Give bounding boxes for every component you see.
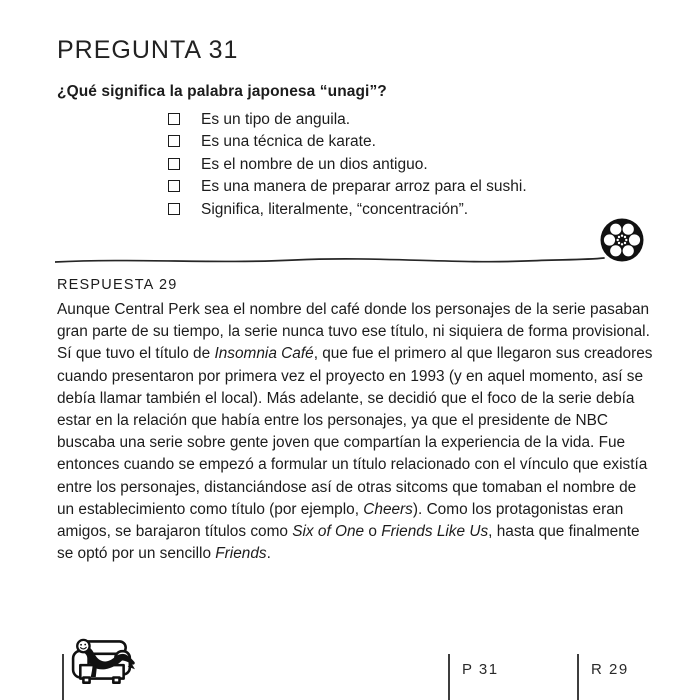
question-text: ¿Qué significa la palabra japonesa “unagi”? bbox=[57, 83, 387, 100]
question-number-heading: PREGUNTA 31 bbox=[57, 36, 239, 64]
option-label: Es el nombre de un dios antiguo. bbox=[201, 155, 428, 173]
options-list bbox=[168, 110, 527, 222]
answer-paragraph: Aunque Central Perk sea el nombre del café donde los personajes de la serie pasaban gran parte de su tiempo, la serie nunca tuvo ese título, ni siquiera de forma provisional. Sí que tuvo el título de Insomnia Café, que fue el primero al que llegaron sus creadores cuando presentaron por primera vez el proyecto en 1993 (y en aquel momento, así se debía llamar también el local). Más adelante, se decidió que el foco de la serie debía estar en la relación que había entre los personajes, ya que el presidente de NBC buscaba una serie sobre gente joven que compartían la experiencia de la vida. Fue entonces cuando se empezó a formular un título relacionado con el vínculo que existía entre los personajes, distanciándose así de otras sitcoms que tomaban el nombre de un establecimiento como título (por ejemplo, Cheers). Como los protagonistas eran amigos, se barajaron títulos como Six of One o Friends Like Us, hasta que finalmente se optó por un sencillo Friends. bbox=[57, 301, 653, 563]
footer-page-rule bbox=[448, 654, 450, 700]
answer-number-heading: RESPUESTA 29 bbox=[57, 277, 178, 293]
checkbox-empty-icon[interactable] bbox=[168, 180, 180, 192]
checkbox-empty-icon[interactable] bbox=[168, 203, 180, 215]
option-row bbox=[168, 132, 527, 154]
film-strip-line-path bbox=[55, 258, 604, 262]
footer-answer-rule bbox=[577, 654, 579, 700]
person-lounging-on-armchair-icon bbox=[70, 637, 136, 685]
film-strip-line bbox=[55, 214, 649, 266]
film-reel-icon bbox=[601, 219, 644, 262]
option-row bbox=[168, 110, 527, 132]
option-label: Es una manera de preparar arroz para el sushi. bbox=[201, 178, 527, 196]
option-label: Es una técnica de karate. bbox=[201, 133, 376, 151]
page-marker: P 31 bbox=[462, 661, 499, 678]
footer-left-rule bbox=[62, 654, 64, 700]
checkbox-empty-icon[interactable] bbox=[168, 158, 180, 170]
option-row bbox=[168, 177, 527, 199]
checkbox-empty-icon[interactable] bbox=[168, 113, 180, 125]
option-label: Es un tipo de anguila. bbox=[201, 111, 351, 128]
answer-marker: R 29 bbox=[591, 661, 629, 678]
option-row bbox=[168, 155, 527, 177]
checkbox-empty-icon[interactable] bbox=[168, 135, 180, 147]
option-label: Significa, literalmente, “concentración”. bbox=[201, 200, 469, 218]
section-divider bbox=[55, 214, 649, 266]
